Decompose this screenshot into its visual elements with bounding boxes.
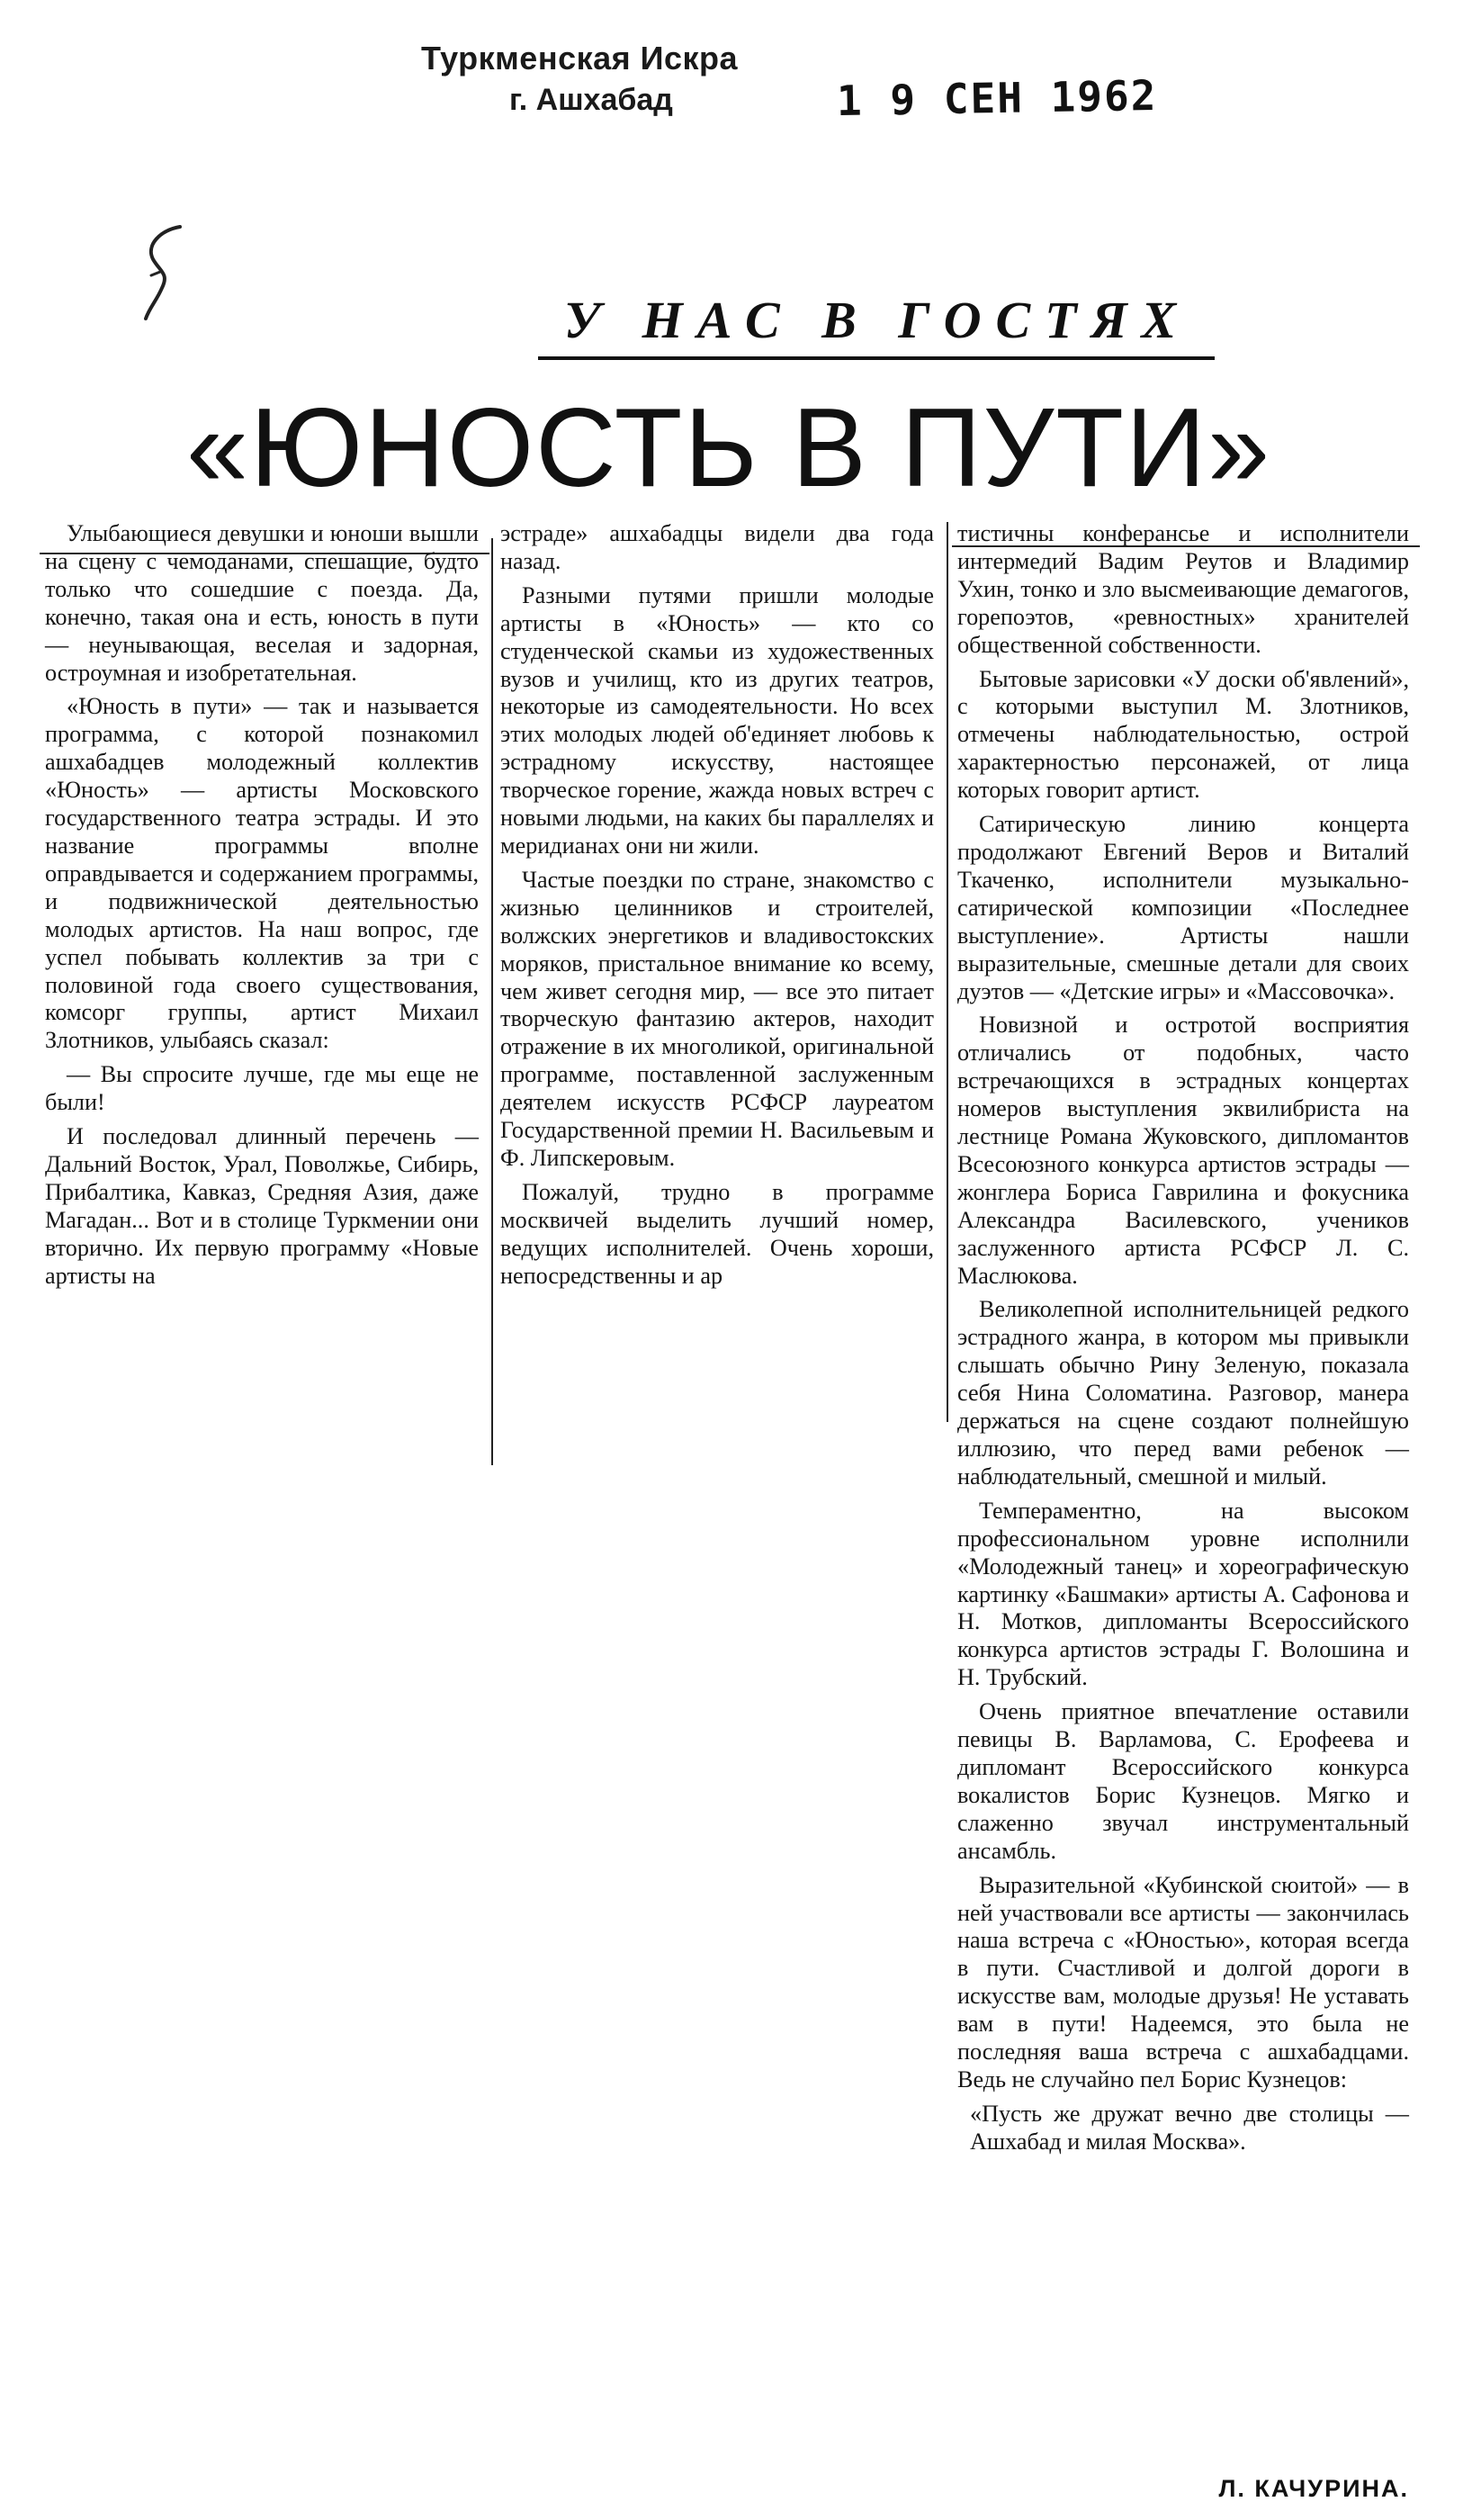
paragraph: Улыбающиеся девушки и юноши вышли на сцену с чемоданами, спешащие, будто только что сошедшие с поезда. Да, конечно, такая она и есть, юность в пути — неунывающая, веселая и задорная, остроумная и изобретательная.: [45, 520, 479, 686]
paragraph: тистичны конферансье и исполнители интермедий Вадим Реутов и Владимир Ухин, тонко и зло высмеивающие демагогов, горепоэтов, «ревностных» хранителей общественной собственности.: [957, 520, 1409, 658]
date-stamp: 1 9 СЕН 1962: [836, 70, 1158, 126]
rubric-underline: [538, 356, 1215, 360]
rubric-title: У НАС В ГОСТЯХ: [563, 291, 1191, 349]
newspaper-city: г. Ашхабад: [509, 83, 673, 117]
paragraph: Разными путями пришли молодые артисты в «Юность» — кто со студенческой скамьи из художественных вузов и училищ, кто из других театров, некоторые из самодеятельности. Но всех этих молодых людей об'единяет любовь к эстрадному искусству, настоящее творческое горение, жажда новых встреч с новыми людьми, на каких бы параллелях и меридианах они ни жили.: [500, 581, 934, 859]
paragraph: Бытовые зарисовки «У доски об'явлений», с которыми выступил М. Злотников, отмечены наблюдательностью, острой характерностью персонажей, от лица которых говорит артист.: [957, 665, 1409, 804]
handwritten-mark-icon: [133, 218, 196, 326]
paragraph: «Юность в пути» — так и называется программа, с которой познакомил ашхабадцев молодежный коллектив «Юность» — артисты Московского государственного театра эстрады. И это название программы вполне оправдывается и содержанием программы, и подвижнической деятельностью молодых артистов. На наш вопрос, где успел побывать коллектив за три с половиной года своего существования, комсорг группы, артист Михаил Злотников, улыбаясь сказал:: [45, 693, 479, 1054]
paragraph: Новизной и остротой восприятия отличались от подобных, часто встречающихся в эстрадных концертах номеров выступления эквилибриста на лестнице Романа Жуковского, дипломантов Всесоюзного конкурса артистов эстрады — жонглера Бориса Гаврилина и фокусника Александра Василевского, учеников заслуженного артиста РСФСР Л. С. Маслюкова.: [957, 1012, 1409, 1289]
paragraph: Очень приятное впечатление оставили певицы В. Варламова, С. Ерофеева и дипломант Всероссийского конкурса вокалистов Борис Кузнецов. Мягко и слаженно звучал инструментальный ансамбль.: [957, 1698, 1409, 1864]
paragraph: Темпераментно, на высоком профессиональном уровне исполнили «Молодежный танец» и хореографическую картинку «Башмаки» артисты А. Сафонова и Н. Мотков, дипломанты Всероссийского конкурса артистов эстрады Г. Волошина и Н. Трубский.: [957, 1497, 1409, 1691]
article-headline: «ЮНОСТЬ В ПУТИ»: [185, 386, 1272, 510]
newspaper-name: Туркменская Искра: [421, 40, 739, 76]
column-divider-1: [491, 538, 493, 1465]
text-column-3: [957, 520, 1409, 2163]
text-column-1: [45, 520, 479, 1296]
author-byline: Л. КАЧУРИНА.: [1218, 2475, 1409, 2502]
paragraph: Великолепной исполнительницей редкого эстрадного жанра, в котором мы привыкли слышать обычно Рину Зеленую, показала себя Нина Соломатина. Разговор, манера держаться на сцене создают полнейшую иллюзию, что перед вами ребенок — наблюдательный, смешной и милый.: [957, 1296, 1409, 1490]
poem-quote: «Пусть же дружат вечно две столицы — Ашхабад и милая Москва».: [970, 2100, 1409, 2155]
paragraph: Выразительной «Кубинской сюитой» — в ней участвовали все артисты — закончилась наша встреча с «Юностью», которая всегда в пути. Счастливой и долгой дороги в искусстве вам, молодые друзья! Не уставать вам в пути! Надеемся, это была не последняя ваша встреча с ашхабадцами. Ведь не случайно пел Борис Кузнецов:: [957, 1871, 1409, 2092]
paragraph: — Вы спросите лучше, где мы еще не были!: [45, 1061, 479, 1116]
paragraph: Частые поездки по стране, знакомство с жизнью целинников и строителей, волжских энергетиков и владивостокских моряков, пристальное внимание ко всему, чем живет сегодня мир, — все это питает творческую фантазию актеров, находит отражение в их многоликой, оригинальной программе, поставленной заслуженным деятелем искусств РСФСР лауреатом Государственной премии Н. Васильевым и Ф. Липскеровым.: [500, 866, 934, 1171]
paragraph: Пожалуй, трудно в программе москвичей выделить лучший номер, ведущих исполнителей. Очень хороши, непосредственны и ар: [500, 1178, 934, 1289]
paragraph: И последовал длинный перечень — Дальний Восток, Урал, Поволжье, Сибирь, Прибалтика, Кавказ, Средняя Азия, даже Магадан... Вот и в столице Туркмении они вторично. Их первую программу «Новые артисты на: [45, 1123, 479, 1289]
paragraph: эстраде» ашхабадцы видели два года назад.: [500, 520, 934, 574]
text-column-2: [500, 520, 934, 1296]
column-divider-2: [947, 522, 948, 1422]
paragraph: Сатирическую линию концерта продолжают Евгений Веров и Виталий Ткаченко, исполнители музыкально-сатирической композиции «Последнее выступление». Артисты нашли выразительные, смешные детали для своих дуэтов — «Детские игры» и «Массовочка».: [957, 811, 1409, 1004]
